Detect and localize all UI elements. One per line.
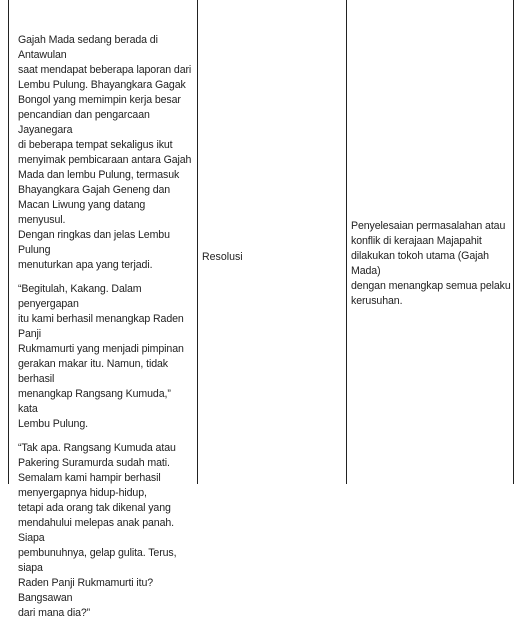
story-excerpt-cell [18, 33, 193, 630]
stage-description-cell: Penyelesaian permasalahan atau konflik di kerajaan Majapahit dilakukan tokoh utama (Gajah Mada) dengan menangkap semua pelaku kerusuhan. [351, 220, 511, 307]
analysis-table [8, 0, 514, 619]
column-divider [346, 0, 347, 484]
excerpt-paragraph: Gajah Mada sedang berada di Antawulan saat mendapat beberapa laporan dari Lembu Pulung. Bhayangkara Gagak Bongol yang memimpin kerja besar pencandian dan pengarcaan Jayanegara di beberapa tempat sekaligus ikut menyimak pembicaraan antara Gajah Mada dan lembu Pulung, termasuk Bhayangkara Gajah Geneng dan Macan Liwung yang datang menyusul. Dengan ringkas dan jelas Lembu Pulung menuturkan apa yang terjadi. [18, 34, 192, 271]
plot-stage-cell: Resolusi [202, 251, 243, 263]
excerpt-paragraph: “Tak apa. Rangsang Kumuda atau Pakering Suramurda sudah mati. Semalam kami hampir berhasil menyergapnya hidup-hidup, tetapi ada orang tak dikenal yang mendahului melepas anak panah. Siapa pembunuhnya, gelap gulita. Terus, siapa Raden Panji Rukmamurti itu? Bangsawan dari mana dia?” [18, 442, 177, 619]
column-divider [197, 0, 198, 484]
excerpt-paragraph: “Begitulah, Kakang. Dalam penyergapan itu kami berhasil menangkap Raden Panji Rukmamurti yang menjadi pimpinan gerakan makar itu. Namun, tidak berhasil menangkap Rangsang Kumuda,” kata Lembu Pulung. [18, 283, 184, 430]
